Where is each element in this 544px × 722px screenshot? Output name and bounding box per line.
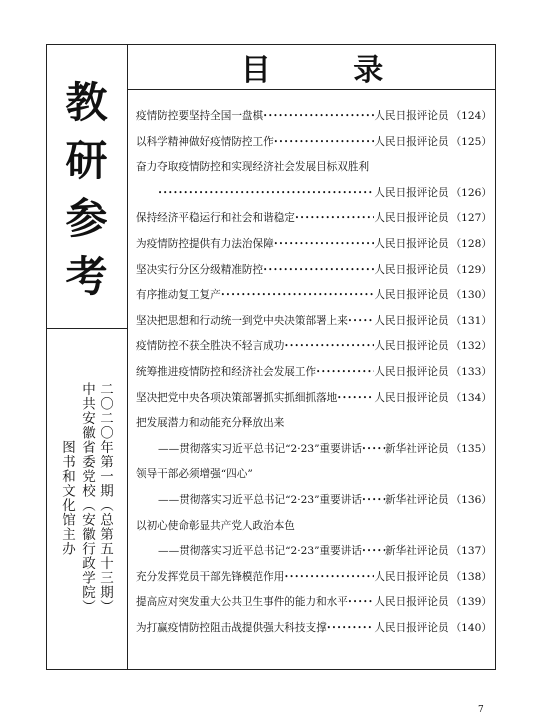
toc-entry-author: 人民日报评论员 [374,391,449,404]
toc-entry-title: ——贯彻落实习近平总书记“2·23”重要讲话 [158,493,362,506]
toc-entry [136,437,492,463]
page-title: 目 录 [240,52,420,88]
toc-entry-title: 充分发挥党员干部先锋模范作用 [136,570,285,583]
toc-entry-page: （133） [450,365,492,378]
toc-entry-page: （137） [450,545,492,558]
sponsor-info: 中共安徽省委党校（安徽行政学院） [79,382,95,614]
issue-info: 二〇二〇年第一期（总第五十三期） [97,382,113,614]
toc-entry-title: 领导干部必须增强“四心” [136,468,253,481]
toc-entry [136,258,492,284]
toc-entry-title: ——贯彻落实习近平总书记“2·23”重要讲话 [158,545,362,558]
toc-entry [136,130,492,156]
toc-entry-page: （128） [450,237,492,250]
toc-entry-page: （134） [450,391,492,404]
toc-entry-author: 新华社评论员 [385,545,449,558]
toc-leader-dots [348,309,375,335]
toc-leader-dots [337,386,374,412]
toc-leader-dots [158,181,374,207]
toc-entry-author: 人民日报评论员 [374,186,449,199]
side-panel [46,44,128,670]
toc-leader-dots [284,334,374,360]
toc-entry [136,488,492,514]
toc-entry [136,539,492,565]
toc-entry-title: 为疫情防控提供有力法治保障 [136,237,274,250]
toc-entry-page: （138） [450,570,492,583]
toc-entry-title: 坚决把思想和行动统一到党中央决策部署上来 [136,314,348,327]
toc-entry [136,590,492,616]
toc-entry-page: （130） [450,289,492,302]
journal-char: 考 [65,252,108,301]
toc-entry [136,360,492,386]
toc-leader-dots [362,488,385,514]
toc-entry [136,232,492,258]
page-number: 7 [478,705,484,715]
toc-entry [136,616,492,642]
toc-entry [136,309,492,335]
toc-entry [136,386,492,412]
toc-entry-author: 人民日报评论员 [374,340,449,353]
toc-leader-dots [348,590,375,616]
toc-entry-title: 坚决实行分区分级精准防控 [136,263,264,276]
toc-entry-page: （136） [450,493,492,506]
sponsor-info-2: 图书和文化馆主办 [59,440,75,556]
toc-entry [136,283,492,309]
side-divider [46,328,127,329]
toc-entry-author: 人民日报评论员 [374,110,449,122]
toc-entry [136,462,492,488]
toc-entry-page: （129） [450,263,492,276]
toc-entry-title: 有序推动复工复产 [136,289,221,302]
toc-entry [136,411,492,437]
toc-entry-author: 人民日报评论员 [374,621,449,634]
toc-entry [136,155,492,181]
toc-entry-author: 人民日报评论员 [374,263,449,276]
toc-leader-dots [362,539,385,565]
toc-entry [136,104,492,130]
toc-entry-title: 以科学精神做好疫情防控工作 [136,135,274,148]
toc-leader-dots [221,283,375,309]
toc-leader-dots [274,232,375,258]
toc-leader-dots [295,206,375,232]
toc-entry-title: 奋力夺取疫情防控和实现经济社会发展目标双胜利 [136,161,370,174]
toc-entry-author: 人民日报评论员 [374,212,449,225]
toc-entry-author: 人民日报评论员 [374,365,449,378]
toc-entry-page: （124） [450,110,492,122]
toc-entry-title: 统筹推进疫情防控和经济社会发展工作 [136,365,317,378]
toc-entry-page: （132） [450,340,492,353]
toc-entry-title: 疫情防控不获全胜决不轻言成功 [136,340,285,353]
toc-entry-author: 人民日报评论员 [374,237,449,250]
toc-entry [136,565,492,591]
title-cell [128,44,496,90]
toc-leader-dots [327,616,375,642]
toc-entry [136,514,492,540]
toc-entry-title: ——贯彻落实习近平总书记“2·23”重要讲话 [158,442,362,455]
toc-entry-author: 人民日报评论员 [374,570,449,583]
toc-entry-title: 保持经济平稳运行和社会和谐稳定 [136,212,295,225]
toc-leader-dots [284,565,374,591]
toc-entry-page: （140） [450,621,492,634]
toc-entry-title: 为打赢疫情防控阻击战提供强大科技支撑 [136,621,327,634]
toc-entry-page: （126） [450,186,492,199]
toc-leader-dots [274,130,375,156]
toc-entry-author: 新华社评论员 [385,493,449,506]
journal-char: 参 [65,194,108,243]
toc-leader-dots [316,360,374,386]
toc-entry-page: （127） [450,212,492,225]
toc-entry-page: （135） [450,442,492,455]
toc-entry-title: 提高应对突发重大公共卫生事件的能力和水平 [136,596,348,609]
toc-entry [136,206,492,232]
toc-entry-title: 疫情防控要坚持全国一盘棋 [136,110,264,122]
toc-entry-title: 把发展潜力和动能充分释放出来 [136,417,285,430]
journal-name [46,74,127,306]
toc-entry-author: 人民日报评论员 [374,596,449,609]
toc-entry-page: （131） [450,314,492,327]
journal-char: 教 [65,78,108,127]
toc-entry-page: （139） [450,596,492,609]
toc-entry-page: （125） [450,135,492,148]
toc-entry-title: 以初心使命彰显共产党人政治本色 [136,519,295,532]
toc-entry [136,334,492,360]
table-of-contents [136,104,492,641]
toc-entry-author: 新华社评论员 [385,442,449,455]
toc-entry-author: 人民日报评论员 [374,289,449,302]
toc-entry-author: 人民日报评论员 [374,314,449,327]
toc-leader-dots [362,437,385,463]
toc-entry-author: 人民日报评论员 [374,135,449,148]
journal-char: 研 [65,136,108,185]
toc-entry [136,181,492,207]
toc-leader-dots [263,258,374,284]
toc-entry-title: 坚决把党中央各项决策部署抓实抓细抓落地 [136,391,338,404]
toc-leader-dots [263,104,374,130]
